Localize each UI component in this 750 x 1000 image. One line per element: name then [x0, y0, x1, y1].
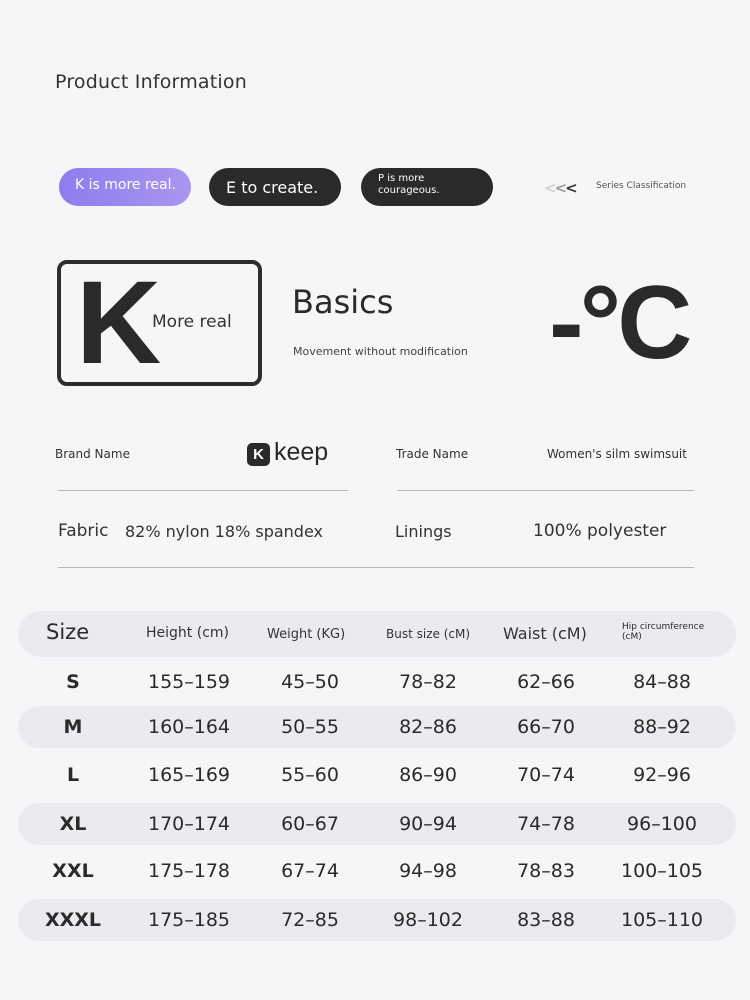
- k-letter: K: [76, 257, 162, 389]
- measurement-cell: 96–100: [627, 813, 697, 835]
- size-cell: XXL: [52, 860, 94, 882]
- measurement-cell: 86–90: [399, 764, 457, 786]
- measurement-cell: 90–94: [399, 813, 457, 835]
- temperature-symbol: -°C: [549, 265, 689, 381]
- measurement-cell: 67–74: [281, 860, 339, 882]
- tag-p-is-more-courageous[interactable]: P is more courageous.: [361, 168, 493, 206]
- header-waist: Waist (cM): [503, 624, 587, 643]
- measurement-cell: 170–174: [147, 813, 231, 835]
- measurement-cell: 78–83: [517, 860, 575, 882]
- measurement-cell: 72–85: [281, 909, 339, 931]
- fabric-label: Fabric: [58, 521, 109, 541]
- trade-name-label: Trade Name: [396, 447, 469, 461]
- measurement-cell: 98–102: [393, 909, 463, 931]
- measurement-cell: 55–60: [281, 764, 339, 786]
- measurement-cell: 83–88: [517, 909, 575, 931]
- linings-label: Linings: [395, 522, 452, 541]
- measurement-cell: 74–78: [517, 813, 575, 835]
- measurement-cell: 50–55: [281, 716, 339, 738]
- divider: [58, 567, 694, 568]
- linings-value: 100% polyester: [533, 521, 667, 541]
- trade-name-value: Women's silm swimsuit: [547, 447, 687, 461]
- header-weight: Weight (KG): [267, 627, 346, 642]
- measurement-cell: 100–105: [620, 860, 704, 882]
- measurement-cell: 70–74: [517, 764, 575, 786]
- fabric-value: 82% nylon 18% spandex: [125, 522, 323, 541]
- keep-logo: [247, 438, 329, 467]
- series-classification-label: Series Classification: [596, 181, 687, 191]
- measurement-cell: 160–164: [147, 716, 231, 738]
- measurement-cell: 60–67: [281, 813, 339, 835]
- chevrons-left-icon: <<<: [544, 179, 576, 197]
- brand-name-label: Brand Name: [55, 447, 130, 461]
- size-cell: XXXL: [44, 909, 102, 931]
- k-tagline: More real: [152, 312, 232, 332]
- measurement-cell: 94–98: [399, 860, 457, 882]
- header-height: Height (cm): [146, 625, 229, 641]
- measurement-cell: 66–70: [517, 716, 575, 738]
- measurement-cell: 105–110: [620, 909, 704, 931]
- measurement-cell: 45–50: [281, 671, 339, 693]
- size-cell: XL: [59, 813, 87, 835]
- movement-subtitle: Movement without modification: [293, 345, 468, 358]
- header-hip: Hip circumference (cM): [622, 622, 705, 642]
- measurement-cell: 165–169: [147, 764, 231, 786]
- keep-logo-icon: K: [247, 443, 270, 466]
- measurement-cell: 155–159: [147, 671, 231, 693]
- tag-e-to-create[interactable]: E to create.: [209, 168, 341, 206]
- measurement-cell: 78–82: [399, 671, 457, 693]
- header-bust: Bust size (cM): [386, 627, 471, 641]
- measurement-cell: 175–178: [147, 860, 231, 882]
- measurement-cell: 82–86: [399, 716, 457, 738]
- header-size: Size: [46, 620, 90, 644]
- size-cell: M: [63, 716, 83, 738]
- measurement-cell: 62–66: [517, 671, 575, 693]
- divider: [397, 490, 694, 491]
- keep-logo-text: keep: [274, 438, 329, 466]
- basics-heading: Basics: [292, 283, 394, 321]
- tag-k-is-more-real[interactable]: K is more real.: [59, 168, 191, 206]
- measurement-cell: 84–88: [633, 671, 691, 693]
- measurement-cell: 88–92: [633, 716, 691, 738]
- size-cell: L: [66, 764, 80, 786]
- measurement-cell: 92–96: [633, 764, 691, 786]
- size-cell: S: [66, 671, 80, 693]
- divider: [58, 490, 348, 491]
- page-title: Product Information: [55, 71, 247, 93]
- measurement-cell: 175–185: [147, 909, 231, 931]
